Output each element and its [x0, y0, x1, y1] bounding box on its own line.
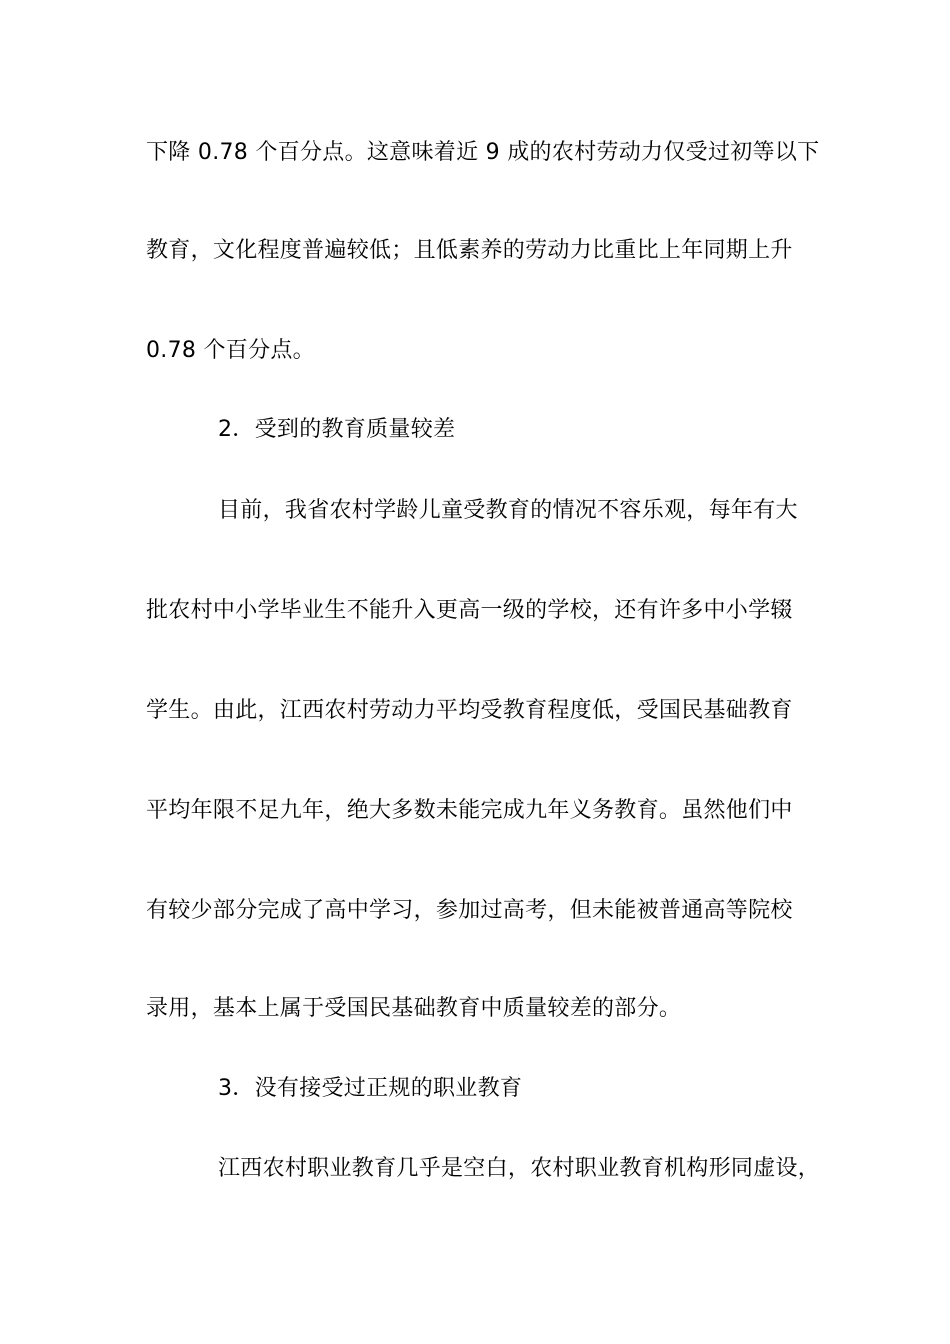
paragraph-line: 平均年限不足九年，绝大多数未能完成九年义务教育。虽然他们中 [146, 798, 793, 823]
paragraph-line: 下降 0.78 个百分点。这意味着近 9 成的农村劳动力仅受过初等以下 [146, 140, 820, 165]
paragraph-line: 录用，基本上属于受国民基础教育中质量较差的部分。 [146, 996, 682, 1021]
paragraph-line: 目前，我省农村学龄儿童受教育的情况不容乐观，每年有大 [218, 498, 798, 523]
paragraph-line: 批农村中小学毕业生不能升入更高一级的学校，还有许多中小学辍 [146, 598, 793, 623]
section-heading: 2．受到的教育质量较差 [218, 417, 456, 442]
paragraph-line: 教育，文化程度普遍较低；且低素养的劳动力比重比上年同期上升 [146, 238, 793, 263]
paragraph-line: 0.78 个百分点。 [146, 338, 315, 363]
paragraph-line: 有较少部分完成了高中学习，参加过高考，但未能被普通高等院校 [146, 898, 793, 923]
paragraph-line: 学生。由此，江西农村劳动力平均受教育程度低，受国民基础教育 [146, 698, 793, 723]
section-heading: 3．没有接受过正规的职业教育 [218, 1076, 523, 1101]
paragraph-line: 江西农村职业教育几乎是空白，农村职业教育机构形同虚设， [218, 1156, 821, 1181]
